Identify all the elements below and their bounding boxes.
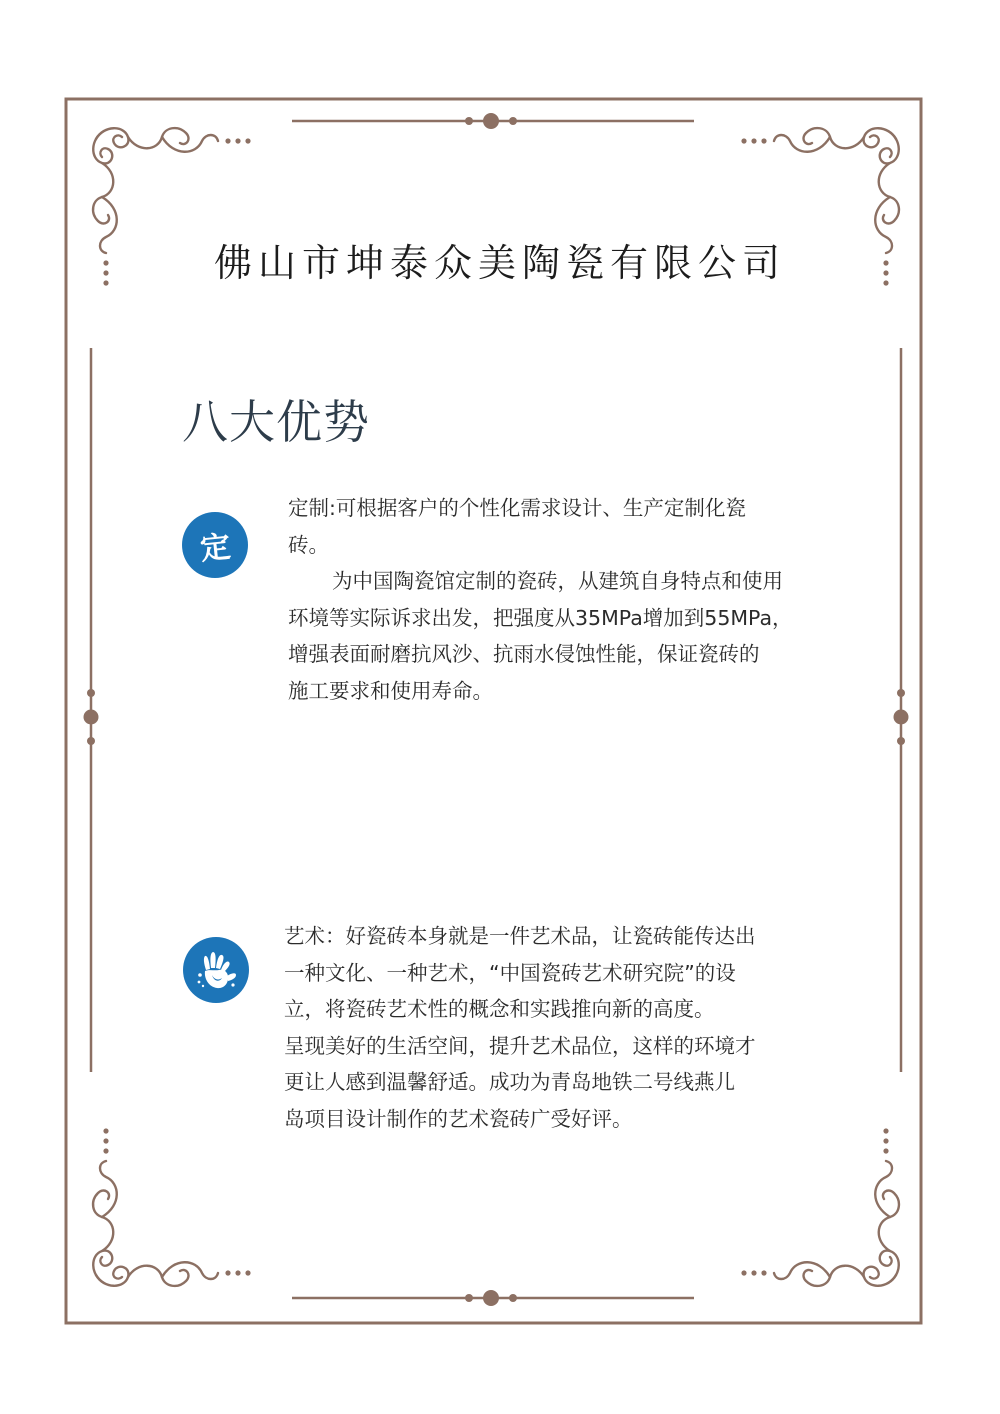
text-line: 呈现美好的生活空间，提升艺术品位，这样的环境才 — [284, 1033, 756, 1058]
text-line: 立，将瓷砖艺术性的概念和实践推向新的高度。 — [284, 997, 715, 1021]
text-line: 艺术：好瓷砖本身就是一件艺术品，让瓷砖能传达出 — [284, 924, 756, 948]
text-line: 环境等实际诉求出发，把强度从35MPa增加到55MPa， — [288, 605, 793, 630]
company-name: 佛山市坤泰众美陶瓷有限公司 — [213, 241, 786, 285]
text-line: 施工要求和使用寿命。 — [288, 678, 493, 703]
seal-character-icon: 定 — [198, 529, 233, 568]
customization-description — [288, 490, 868, 709]
art-badge — [183, 937, 249, 1003]
text-line: 增强表面耐磨抗风沙、抗雨水侵蚀性能，保证瓷砖的 — [288, 642, 760, 666]
text-line: 定制:可根据客户的个性化需求设计、生产定制化瓷 — [288, 496, 746, 520]
handprint-icon — [191, 945, 241, 995]
text-line: 为中国陶瓷馆定制的瓷砖，从建筑自身特点和使用 — [332, 569, 783, 593]
text-line: 岛项目设计制作的艺术瓷砖广受好评。 — [284, 1106, 633, 1131]
text-line: 更让人感到温馨舒适。成功为青岛地铁二号线燕儿 — [284, 1070, 735, 1094]
text-line: 一种文化、一种艺术，“中国瓷砖艺术研究院”的设 — [284, 960, 736, 985]
section-heading: 八大优势 — [182, 395, 370, 449]
customization-badge — [182, 512, 248, 578]
art-description — [284, 918, 824, 1137]
text-line: 砖。 — [288, 532, 329, 557]
